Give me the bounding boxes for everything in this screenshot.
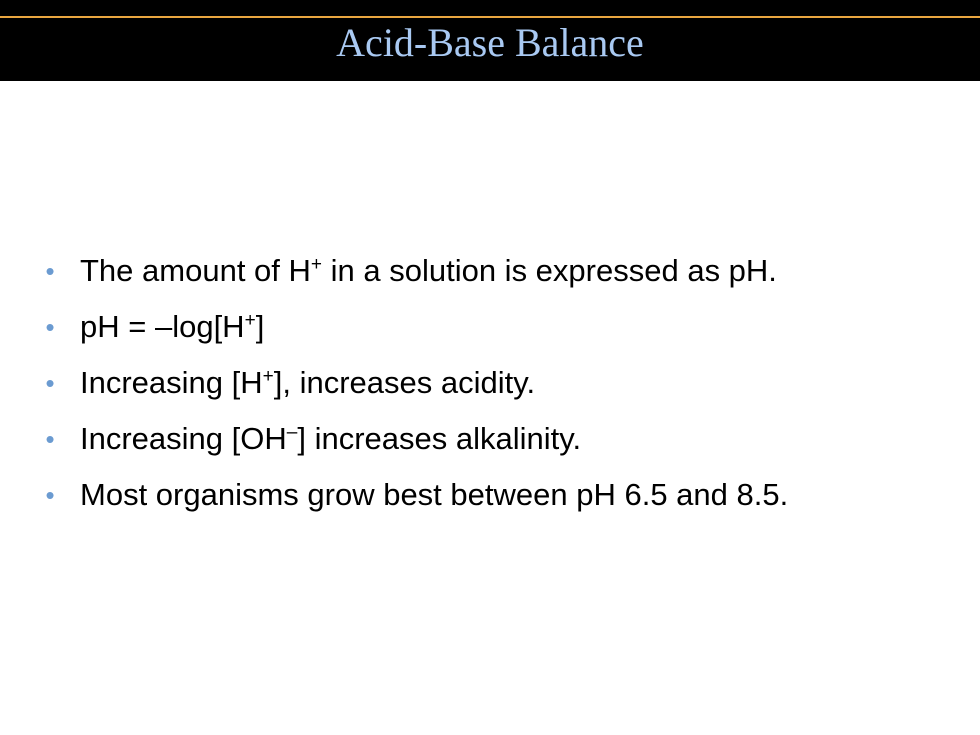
- bullet-marker-icon: •: [45, 312, 55, 342]
- slide-title: Acid-Base Balance: [336, 20, 644, 65]
- bullet-text-part: ] increases alkalinity.: [297, 421, 582, 456]
- title-accent-line: [0, 16, 980, 18]
- bullet-item: [40, 474, 960, 530]
- superscript: +: [310, 254, 323, 275]
- bullet-text-part: Increasing [OH: [80, 421, 287, 456]
- bullet-text: [80, 306, 264, 348]
- bullet-item: [40, 306, 960, 362]
- title-bar: [0, 0, 980, 81]
- bullet-item: [40, 418, 960, 474]
- bullet-text: [80, 418, 581, 460]
- bullet-marker-icon: •: [45, 256, 55, 286]
- superscript: –: [286, 422, 298, 443]
- bullet-text-part: pH = –log[H: [80, 309, 245, 344]
- bullet-item: [40, 250, 960, 306]
- bullet-marker-icon: •: [45, 424, 55, 454]
- bullet-text: [80, 362, 535, 404]
- bullet-text: [80, 474, 788, 516]
- bullet-text-part: Increasing [H: [80, 365, 263, 400]
- bullet-text-part: Most organisms grow best between pH 6.5 and 8.5.: [80, 477, 789, 512]
- bullet-item: [40, 362, 960, 418]
- superscript: +: [244, 310, 256, 331]
- bullet-text: [80, 250, 777, 292]
- bullet-text-part: ]: [255, 309, 265, 344]
- superscript: +: [262, 366, 274, 387]
- bullet-list: [40, 250, 960, 530]
- bullet-marker-icon: •: [45, 368, 55, 398]
- bullet-text-part: in a solution is expressed as pH.: [322, 253, 777, 288]
- bullet-text-part: The amount of H: [80, 253, 311, 288]
- bullet-text-part: ], increases acidity.: [273, 365, 536, 400]
- bullet-marker-icon: •: [45, 480, 55, 510]
